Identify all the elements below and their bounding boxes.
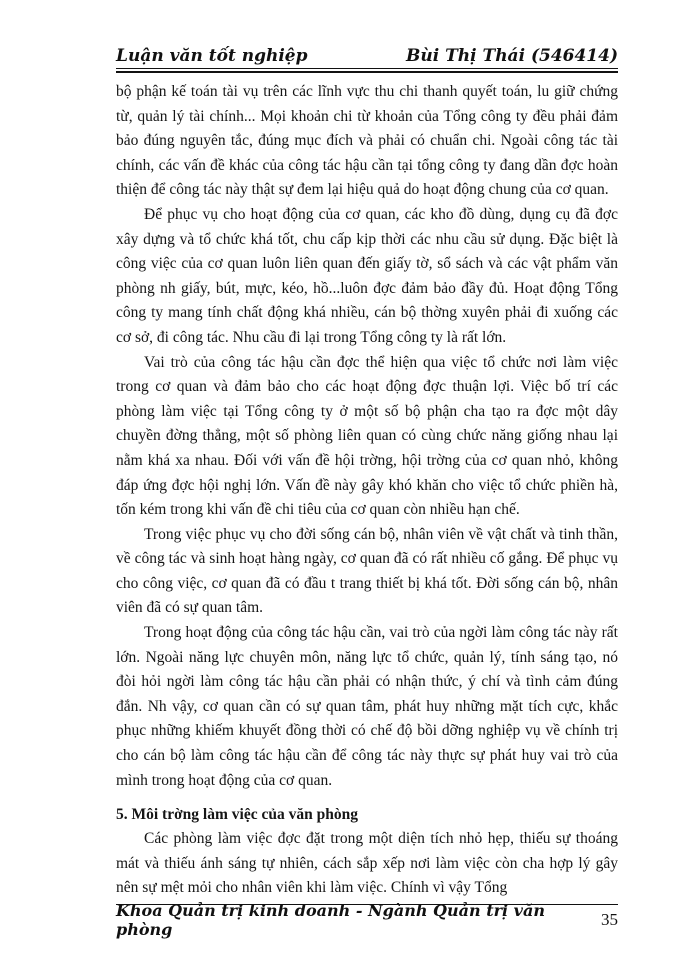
- page-footer: [116, 901, 618, 939]
- header-author: Bùi Thị Thái (546414): [406, 46, 618, 66]
- section-heading: 5. Môi trờng làm việc của văn phòng: [116, 806, 358, 824]
- header-rule-thin: [116, 68, 618, 69]
- page-body: [116, 80, 618, 901]
- page-header: [116, 36, 618, 66]
- footer-department: Khoa Quản trị kinh doanh - Ngành Quản trị văn phòng: [116, 901, 545, 939]
- header-thesis-title: Luận văn tốt nghiệp: [116, 46, 308, 66]
- paragraph: Để phục vụ cho hoạt động của cơ quan, các kho đồ dùng, dụng cụ đã đợc xây dựng và tổ chức khá tốt, chu cấp kịp thời các nhu cầu sử dụng. Đặc biệt là công việc của cơ quan luôn liên quan đến giấy tờ, sổ sách và các vật phẩm văn phòng nh giấy, bút, mực, kéo, hồ...luôn đợc đảm bảo đầy đủ. Hoạt động Tổng công ty mang tính chất động khá nhiều, cán bộ thờng xuyên phải đi xuống các cơ sở, đi công tác. Nhu cầu đi lại trong Tổng công ty là rất lớn.: [116, 205, 618, 346]
- header-rule-thick: [116, 71, 618, 73]
- paragraph: bộ phận kế toán tài vụ trên các lĩnh vực thu chi thanh quyết toán, lu giữ chứng từ, quản lý tài chính... Mọi khoản chi từ khoản của Tổng công ty đều phải đảm bảo đúng nguyên tắc, đúng mục đích và phải có chuẩn chi. Ngoài công tác tài chính, các vấn đề khác của công tác hậu cần tại tổng công ty đang dần đợc hoàn thiện để công tác này thật sự đem lại hiệu quả do hoạt động chung của cơ quan.: [116, 83, 618, 199]
- paragraph: Các phòng làm việc đợc đặt trong một diện tích nhỏ hẹp, thiếu sự thoáng mát và thiếu ánh sáng tự nhiên, cách sắp xếp nơi làm việc còn cha hợp lý gây nên sự mệt mỏi cho nhân viên khi làm việc. Chính vì vậy Tổng: [116, 830, 618, 897]
- paragraph: Trong hoạt động của công tác hậu cần, vai trò của ngời làm công tác này rất lớn. Ngoài năng lực chuyên môn, năng lực tổ chức, quản lý, tính sáng tạo, nó đòi hỏi ngời làm công tác hậu cần phải có nhận thức, ý chí và tình cảm đúng đắn. Nh vậy, cơ quan cần có sự quan tâm, phát huy những mặt tích cực, khắc phục những khiếm khuyết đồng thời có chế độ bồi dỡng nghiệp vụ về chính trị cho cán bộ làm công tác hậu cần để công tác này thực sự phát huy vai trò của mình trong hoạt động của cơ quan.: [116, 624, 618, 789]
- paragraph: Trong việc phục vụ cho đời sống cán bộ, nhân viên về vật chất và tinh thần, về công tác và sinh hoạt hàng ngày, cơ quan đã có rất nhiều cố gắng. Để phục vụ cho công việc, cơ quan đã có đầu t trang thiết bị khá tốt. Đời sống cán bộ, nhân viên đã có sự quan tâm.: [116, 525, 618, 617]
- paragraph: Vai trò của công tác hậu cần đợc thể hiện qua việc tổ chức nơi làm việc trong cơ quan và đảm bảo cho các hoạt động đợc thuận lợi. Việc bố trí các phòng làm việc tại Tổng công ty ở một số bộ phận cha tạo ra đợc một dây chuyền đờng thẳng, một số phòng liên quan có cùng chức năng giống nhau lại nằm khá xa nhau. Đối với vấn đề hội trờng, hội trờng của cơ quan nhỏ, không đáp ứng đợc hội nghị lớn. Vấn đề này gây khó khăn cho việc tổ chức phiền hà, tốn kém trong khi vấn đề chi tiêu của cơ quan còn nhiều hạn chế.: [116, 353, 618, 519]
- page-number: 35: [601, 910, 618, 929]
